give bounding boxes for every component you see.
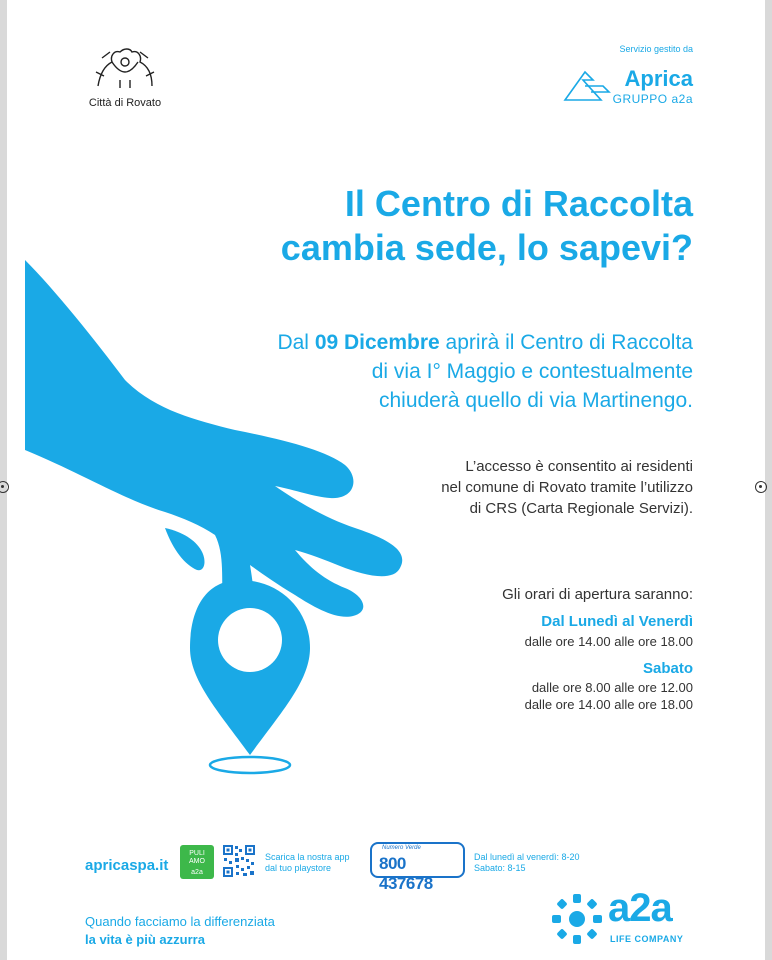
- access-line-2: nel comune di Rovato tramite l’utilizzo: [441, 479, 693, 496]
- a2a-wordmark: a2a: [608, 886, 672, 930]
- app-badge-line-1: PULI: [189, 850, 205, 857]
- crop-mark-icon: [755, 481, 767, 493]
- aprica-logo-icon: [563, 68, 611, 104]
- aprica-wordmark: Aprica: [624, 66, 693, 91]
- access-paragraph: [333, 456, 693, 519]
- toll-free-number-box[interactable]: [370, 842, 465, 893]
- phone-hours: [474, 852, 580, 874]
- slogan-line-2: la vita è più azzurra: [85, 932, 205, 947]
- lead-paragraph: [133, 328, 693, 415]
- slogan-line-1: Quando facciamo la differenziata: [85, 914, 275, 929]
- lead-line-3: chiuderà quello di via Martinengo.: [378, 389, 693, 412]
- app-text-line-1: Scarica la nostra app: [265, 852, 350, 862]
- hours-intro: Gli orari di apertura saranno:: [502, 586, 693, 603]
- poster: [7, 0, 765, 960]
- headline-line-2: cambia sede, lo sapevi?: [280, 227, 693, 268]
- app-badge-line-2: AMO: [189, 858, 205, 865]
- saturday-time-1: dalle ore 8.00 alle ore 12.00: [531, 680, 693, 695]
- lead-rest-line-1: aprirà il Centro di Raccolta: [439, 331, 693, 354]
- access-line-3: di CRS (Carta Regionale Servizi).: [469, 500, 693, 517]
- weekdays-label: Dal Lunedì al Venerdì: [541, 613, 693, 630]
- toll-free-number: 800 437678: [379, 854, 433, 893]
- saturday-time-2: dalle ore 14.00 alle ore 18.00: [524, 697, 693, 712]
- aprica-logo: [563, 62, 693, 108]
- website-link[interactable]: apricaspa.it: [85, 857, 169, 874]
- app-download-text: [265, 852, 350, 874]
- lead-date: 09 Dicembre: [314, 331, 440, 354]
- saturday-label: Sabato: [642, 660, 693, 677]
- headline-line-1: Il Centro di Raccolta: [344, 183, 693, 224]
- a2a-logo-icon: [550, 892, 604, 946]
- managed-by-label: Servizio gestito da: [619, 44, 693, 54]
- lead-line-1: [133, 328, 693, 357]
- toll-free-label: Numero Verde: [382, 845, 421, 851]
- qr-code-icon[interactable]: [222, 844, 256, 878]
- lead-prefix: Dal: [277, 331, 315, 354]
- municipality-name: Città di Rovato: [88, 97, 162, 109]
- a2a-tagline: LIFE COMPANY: [610, 934, 684, 944]
- access-line-1: L’accesso è consentito ai residenti: [465, 458, 693, 475]
- a2a-logo: [550, 886, 710, 950]
- rovato-crest-icon: [90, 46, 160, 90]
- app-text-line-2: dal tuo playstore: [265, 863, 332, 873]
- phone-hours-line-2: Sabato: 8-15: [474, 863, 526, 873]
- lead-line-2: di via I° Maggio e contestualmente: [371, 360, 693, 383]
- weekdays-time: dalle ore 14.00 alle ore 18.00: [524, 634, 693, 649]
- puliamo-app-badge[interactable]: [180, 845, 214, 879]
- rovato-logo: [85, 46, 165, 109]
- phone-hours-line-1: Dal lunedì al venerdì: 8-20: [474, 852, 580, 862]
- aprica-group: GRUPPO a2a: [612, 92, 693, 106]
- app-badge-line-3: a2a: [191, 869, 203, 876]
